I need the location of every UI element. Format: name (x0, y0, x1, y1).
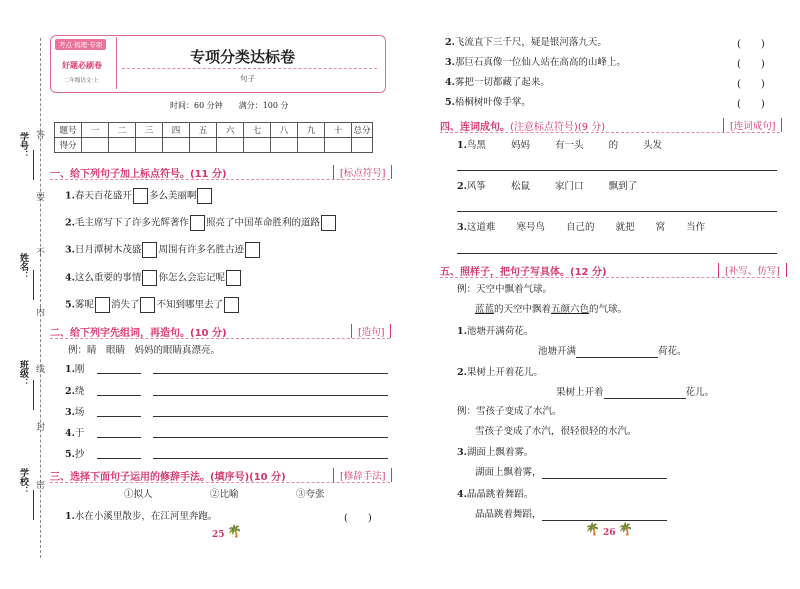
col-3: 三 (136, 123, 163, 138)
s5-item-4: 4.晶晶跳着舞蹈。 (457, 489, 534, 500)
s3-item-3: 3.那巨石真像一位仙人站在高高的山峰上。 (445, 57, 626, 68)
s5-example-2-answer: 雪孩子变成了水汽，很轻很轻的水汽。 (475, 426, 637, 437)
punct-box[interactable] (321, 215, 336, 231)
grade-label: 二年级语文·上 (64, 78, 99, 84)
fill-blank[interactable] (576, 347, 658, 358)
word-blank[interactable] (97, 385, 141, 396)
section-3-tag: [修辞手法] (333, 468, 392, 482)
s5-item-3: 3.湖面上飘着雾。 (457, 447, 534, 458)
answer-paren[interactable]: ( ) (737, 39, 765, 50)
s1-item-5: 5.雾呢 消失了 不知到哪里去了 (65, 297, 240, 313)
brand-name: 好题必刷卷 (62, 61, 102, 70)
word-blank[interactable] (97, 406, 141, 417)
section-1-tag: [标点符号] (333, 165, 392, 179)
option-metaphor: ②比喻 (210, 489, 239, 500)
col-total: 总分 (352, 123, 373, 138)
option-personification: ①拟人 (124, 489, 153, 500)
punct-box[interactable] (245, 242, 260, 258)
palm-tree-icon: 🌴 (585, 522, 600, 536)
col-8: 八 (271, 123, 298, 138)
s5-item-4-fill: 晶晶跳着舞蹈， (475, 508, 667, 521)
s3-item-2: 2.飞流直下三千尺，疑是银河落九天。 (445, 37, 607, 48)
punct-box[interactable] (133, 188, 148, 204)
school-label: 学校： (18, 468, 28, 495)
sentence-blank[interactable] (153, 427, 388, 438)
score-table (54, 122, 373, 153)
punct-box[interactable] (226, 270, 241, 286)
student-id-label: 学号： (18, 132, 28, 159)
s5-example-1: 例：天空中飘着气球。 (457, 284, 553, 295)
s2-item-5: 5.抄 (65, 448, 390, 461)
binding-char: 封 (36, 423, 46, 433)
option-hyperbole: ③夸张 (296, 489, 325, 500)
score-row-label: 得分 (55, 138, 82, 153)
s3-item-4: 4.雾把一切都藏了起来。 (445, 77, 550, 88)
col-6: 六 (217, 123, 244, 138)
page-number-left: 25 (212, 530, 225, 540)
s4-item-3: 3.这道难 寒号鸟 自己的 就把 窝 当作 (457, 222, 706, 233)
page-number-right: 26 (603, 528, 616, 538)
section-2-tag: [造句] (351, 324, 391, 338)
sentence-blank[interactable] (153, 385, 388, 396)
punct-box[interactable] (142, 270, 157, 286)
punct-box[interactable] (140, 297, 155, 313)
s2-item-1: 1.刚 (65, 363, 390, 376)
sentence-blank[interactable] (153, 448, 388, 459)
col-10: 十 (325, 123, 352, 138)
page-title: 专项分类达标卷 (190, 48, 296, 66)
s3-item-5: 5.梧桐树叶像手掌。 (445, 97, 531, 108)
word-blank[interactable] (97, 427, 141, 438)
binding-char: 不 (36, 248, 46, 258)
section-3-heading: 三、选择下面句子运用的修辞手法。(填序号)(10 分) (50, 472, 286, 483)
answer-line[interactable] (457, 243, 777, 254)
binding-char: 内 (36, 308, 46, 318)
sentence-blank[interactable] (153, 363, 388, 374)
sentence-blank[interactable] (153, 406, 388, 417)
section-4-heading: 四、连词成句。(注意标点符号)(9 分) (440, 122, 606, 133)
punct-box[interactable] (95, 297, 110, 313)
binding-char: 答 (36, 131, 46, 141)
binding-char: 密 (36, 481, 46, 491)
header-tag: 考点·梳理·专项 (55, 39, 106, 50)
col-2: 二 (109, 123, 136, 138)
fill-blank[interactable] (542, 510, 667, 521)
punct-box[interactable] (142, 242, 157, 258)
s3-item-1: 1.水在小溪里散步，在江河里奔跑。 (65, 511, 218, 522)
s4-item-2: 2.风筝 松鼠 家门口 飘到了 (457, 181, 638, 192)
s1-item-3: 3.日月潭树木茂盛 周围有许多名胜古迹 (65, 242, 261, 258)
s5-item-3-fill: 湖面上飘着雾， (475, 466, 667, 479)
s5-example-2: 例：雪孩子变成了水汽。 (457, 406, 562, 417)
answer-paren[interactable]: ( ) (737, 59, 765, 70)
fill-blank[interactable] (542, 468, 667, 479)
fill-blank[interactable] (604, 388, 686, 399)
s2-item-3: 3.场 (65, 406, 390, 419)
section-2-heading: 二、给下列字先组词，再造句。(10 分) (50, 328, 227, 339)
answer-line[interactable] (457, 201, 777, 212)
s4-item-1: 1.鸟黑 妈妈 有一头 的 头发 (457, 140, 663, 151)
s2-item-4: 4.于 (65, 427, 390, 440)
col-5: 五 (190, 123, 217, 138)
s5-item-2: 2.果树上开着花儿。 (457, 367, 543, 378)
binding-char: 线 (36, 365, 46, 375)
s1-item-4: 4.这么重要的事情 你怎么会忘记呢 (65, 270, 242, 286)
col-7: 七 (244, 123, 271, 138)
col-4: 四 (163, 123, 190, 138)
answer-paren[interactable]: ( ) (737, 79, 765, 90)
punct-box[interactable] (190, 215, 205, 231)
name-label: 姓名： (18, 253, 28, 280)
punct-box[interactable] (224, 297, 239, 313)
section-5-tag: [补写、仿写] (718, 263, 787, 277)
time-score: 时间：60 分钟 满分：100 分 (170, 101, 289, 110)
s2-item-2: 2.绕 (65, 385, 390, 398)
col-9: 九 (298, 123, 325, 138)
s2-example: 例：睛 眼睛 妈妈的眼睛真漂亮。 (68, 345, 221, 356)
s5-example-1-answer: 蓝蓝的天空中飘着五颜六色的气球。 (475, 304, 628, 315)
class-label: 班级： (18, 360, 28, 387)
answer-paren[interactable]: ( ) (737, 99, 765, 110)
s5-item-2-fill: 果树上开着 花儿。 (556, 387, 715, 398)
section-4-tag: [连词成句] (723, 118, 782, 132)
palm-tree-icon: 🌴 (227, 524, 242, 538)
section-5-heading: 五、照样子，把句子写具体。(12 分) (440, 267, 607, 278)
word-blank[interactable] (97, 363, 141, 374)
s5-item-1: 1.池塘开满荷花。 (457, 326, 534, 337)
score-table-header: 题号 (55, 123, 82, 138)
answer-line[interactable] (457, 160, 777, 171)
palm-tree-icon: 🌴 (618, 522, 633, 536)
s1-item-1: 1.春天百花盛开 多么美丽啊 (65, 188, 213, 204)
page-subtitle: 句子 (240, 74, 255, 83)
answer-paren[interactable]: ( ) (344, 513, 372, 524)
col-1: 一 (82, 123, 109, 138)
s5-item-1-fill: 池塘开满 荷花。 (538, 346, 687, 357)
section-1-heading: 一、给下列句子加上标点符号。(11 分) (50, 169, 227, 180)
word-blank[interactable] (97, 448, 141, 459)
punct-box[interactable] (197, 188, 212, 204)
s1-item-2: 2.毛主席写下了许多光辉著作 照亮了中国革命胜利的道路 (65, 215, 337, 231)
binding-char: 要 (36, 193, 46, 203)
